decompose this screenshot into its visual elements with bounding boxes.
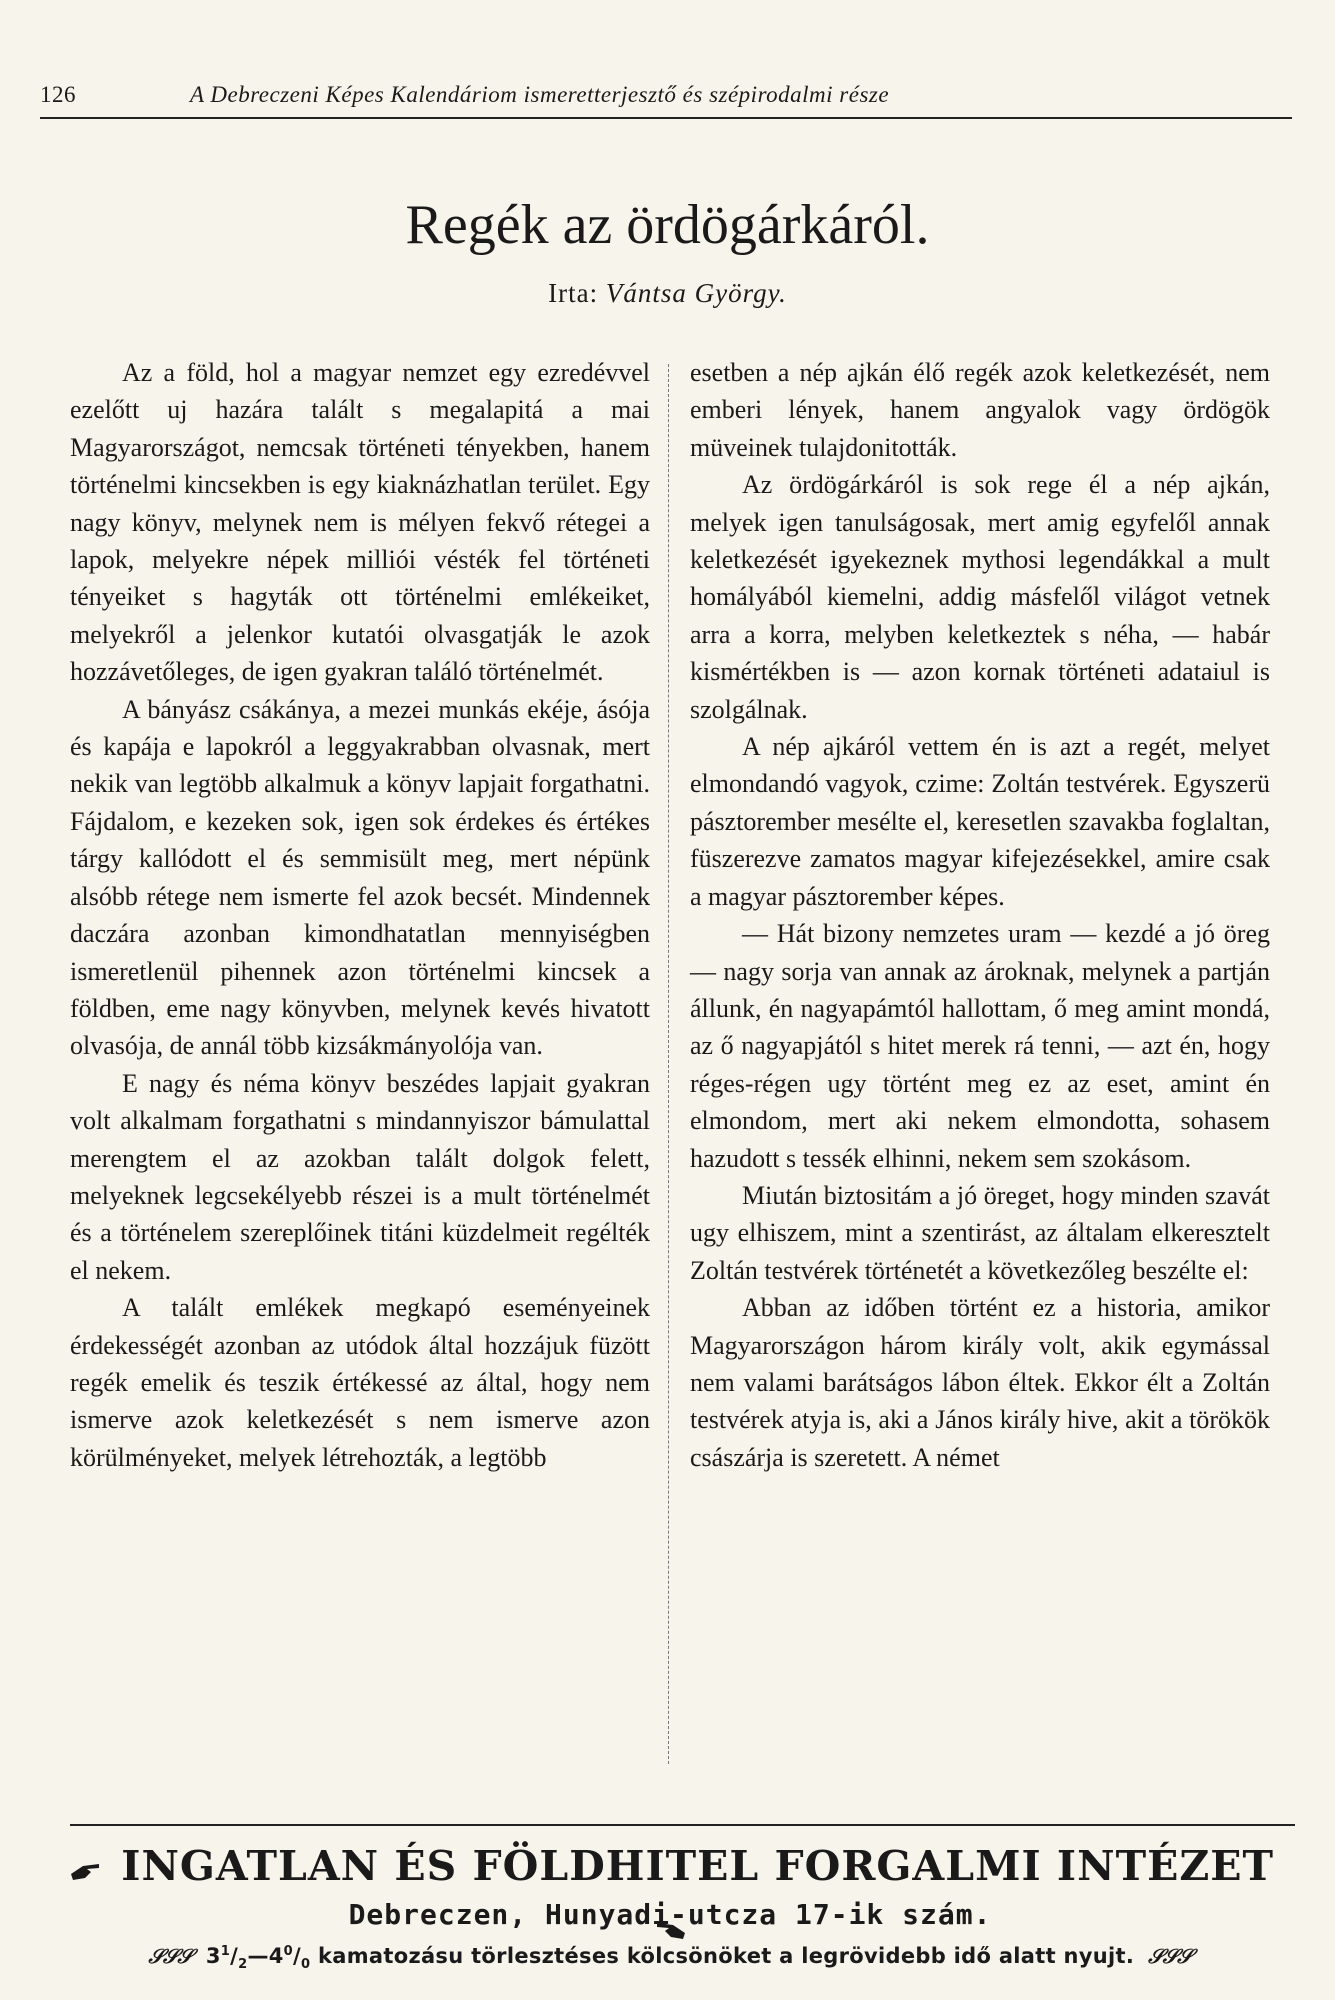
rate-whole: 3 (205, 1944, 221, 1968)
right-column (690, 354, 1270, 1476)
page-number: 126 (40, 82, 76, 107)
rate-frac-num: 1 (220, 1944, 231, 1959)
paragraph: A talált emlékek megkapó eseményeinek érdekességét azonban az utódok által hozzájuk füzött regék emelik és teszik értékessé az által, hogy nem ismerve azok keletkezését s nem ismerve azon körülményeket, melyek létrehozták, a legtöbb (70, 1293, 650, 1472)
paragraph: Az a föld, hol a magyar nemzet egy ezredévvel ezelőtt uj hazára talált s megalapitá a mai Magyarországot, nemcsak történeti tényekben, hanem történelmi kincsekben is egy kiaknázhatlan terület. Egy nagy könyv, melynek nem is mélyen fekvő rétegei a lapok, melyekre népek milliói vésték fel történeti tényeiket s hagyták ott történelmi emlékeiket, melyekről a jelenkor kutatói olvasgatják le azok hozzávetőleges, de igen gyakran találó történelmét. (70, 358, 650, 687)
ad-offer: 𝒮𝒮𝒮 $3^1/_2—4^0/_0$ kamatozásu törlesztéses kölcsönöket a legrövidebb idő alatt nyujt. 𝒮𝒮𝒮 (148, 1944, 1192, 1973)
paragraph: — Hát bizony nemzetes uram — kezdé a jó öreg — nagy sorja van annak az ároknak, melynek a partján állunk, én nagyapámtól hallottam, ő meg amint mondá, az ő nagyapjától s hitet merek rá tenni, — azt én, hogy réges-régen ugy történt meg ez az eset, amint én elmondom, mert aki nekem elmondotta, sohasem hazudott s tessék elhinni, nekem sem szokásom. (690, 919, 1270, 1173)
byline (0, 278, 1335, 309)
rate-dash: —4 (247, 1944, 284, 1968)
paragraph: A bányász csákánya, a mezei munkás ekéje, ásója és kapája e lapokról a leggyakrabban olvasnak, mert nekik van legtöbb alkalmuk a könyv lapjait forgathatni. Fájdalom, e kezeken sok, igen sok érdekes és értékes tárgy kallódott el és semmisült meg, mert népünk alsóbb rétege nem ismerte fel azok becsét. Mindennek daczára azonban kimondhatatlan mennyiségben ismeretlenül pihennek azon történelmi kincsek a földben, eme nagy könyvben, melynek kevés hivatott olvasója, de annál több kizsákmányolója van. (70, 694, 650, 1061)
hand-pointer-icon (66, 1842, 106, 1898)
advertisement-banner (40, 1838, 1300, 1988)
column-divider (668, 364, 669, 1764)
offer-text: kamatozásu törlesztéses kölcsönöket a legrövidebb idő alatt nyujt. (317, 1944, 1135, 1968)
paragraph: Miután biztositám a jó öreget, hogy minden szavát ugy elhiszem, mint a szentirást, az általam elkeresztelt Zoltán testvérek történetét a következőleg beszélte el: (690, 1180, 1270, 1285)
paragraph: E nagy és néma könyv beszédes lapjait gyakran volt alkalmam forgathatni s mindannyiszor bámulattal merengtem el az azokban talált dolgok felett, melyeknek legcsekélyebb részei is a mult történelmét és a történelem szereplőinek titáni küzdelmeit regélték el nekem. (70, 1068, 650, 1285)
author-name: Vántsa György. (605, 278, 787, 308)
paragraph: esetben a nép ajkán élő regék azok keletkezését, nem emberi lények, hanem angyalok vagy ördögök müveinek tulajdonitották. (690, 358, 1270, 462)
ad-address: Debreczen, Hunyadi-utcza 17-ik szám. (348, 1898, 992, 1931)
ornament-right: 𝒮𝒮𝒮 (1148, 1944, 1192, 1968)
percent-den: 0 (301, 1957, 311, 1973)
footer-rule (70, 1824, 1295, 1826)
paragraph: A nép ajkáról vettem én is azt a regét, melyet elmondandó vagyok, czime: Zoltán testvérek. Egyszerü pásztorember mesélte el, keresetlen szavakba foglaltan, füszerezve zamatos magyar kifejezésekkel, amire csak a magyar pásztorember képes. (690, 732, 1270, 911)
byline-prefix: Irta: (548, 278, 599, 308)
paragraph: Az ördögárkáról is sok rege él a nép ajkán, melyek igen tanulságosak, mert amig egyfelől annak keletkezését igyekeznek mythosi legendákkal a mult homályából kiemelni, addig másfelől világot vetnek arra a korra, melyben keletkeztek s néha, — habár kismértékben is — azon kornak történeti adataiul is szolgálnak. (690, 470, 1270, 724)
running-title: A Debreczeni Képes Kalendáriom ismeretterjesztő és szépirodalmi része (190, 82, 890, 107)
paragraph: Abban az időben történt ez a historia, amikor Magyarországon három király volt, akik egymással nem valami barátságos lábon éltek. Ekkor élt a Zoltán testvérek atyja is, aki a János király hive, akit a törökök császárja is szeretett. A német (690, 1293, 1270, 1472)
ad-title: INGATLAN ÉS FÖLDHITEL FORGALMI INTÉZET (121, 1842, 1275, 1890)
ornament-left: 𝒮𝒮𝒮 (148, 1944, 192, 1968)
running-head (40, 74, 1292, 114)
article-title: Regék az ördögárkáról. (405, 194, 930, 256)
left-column (70, 354, 650, 1476)
percent-num: 0 (283, 1944, 294, 1959)
header-rule (40, 117, 1292, 119)
rate-frac-den: 2 (238, 1957, 248, 1973)
